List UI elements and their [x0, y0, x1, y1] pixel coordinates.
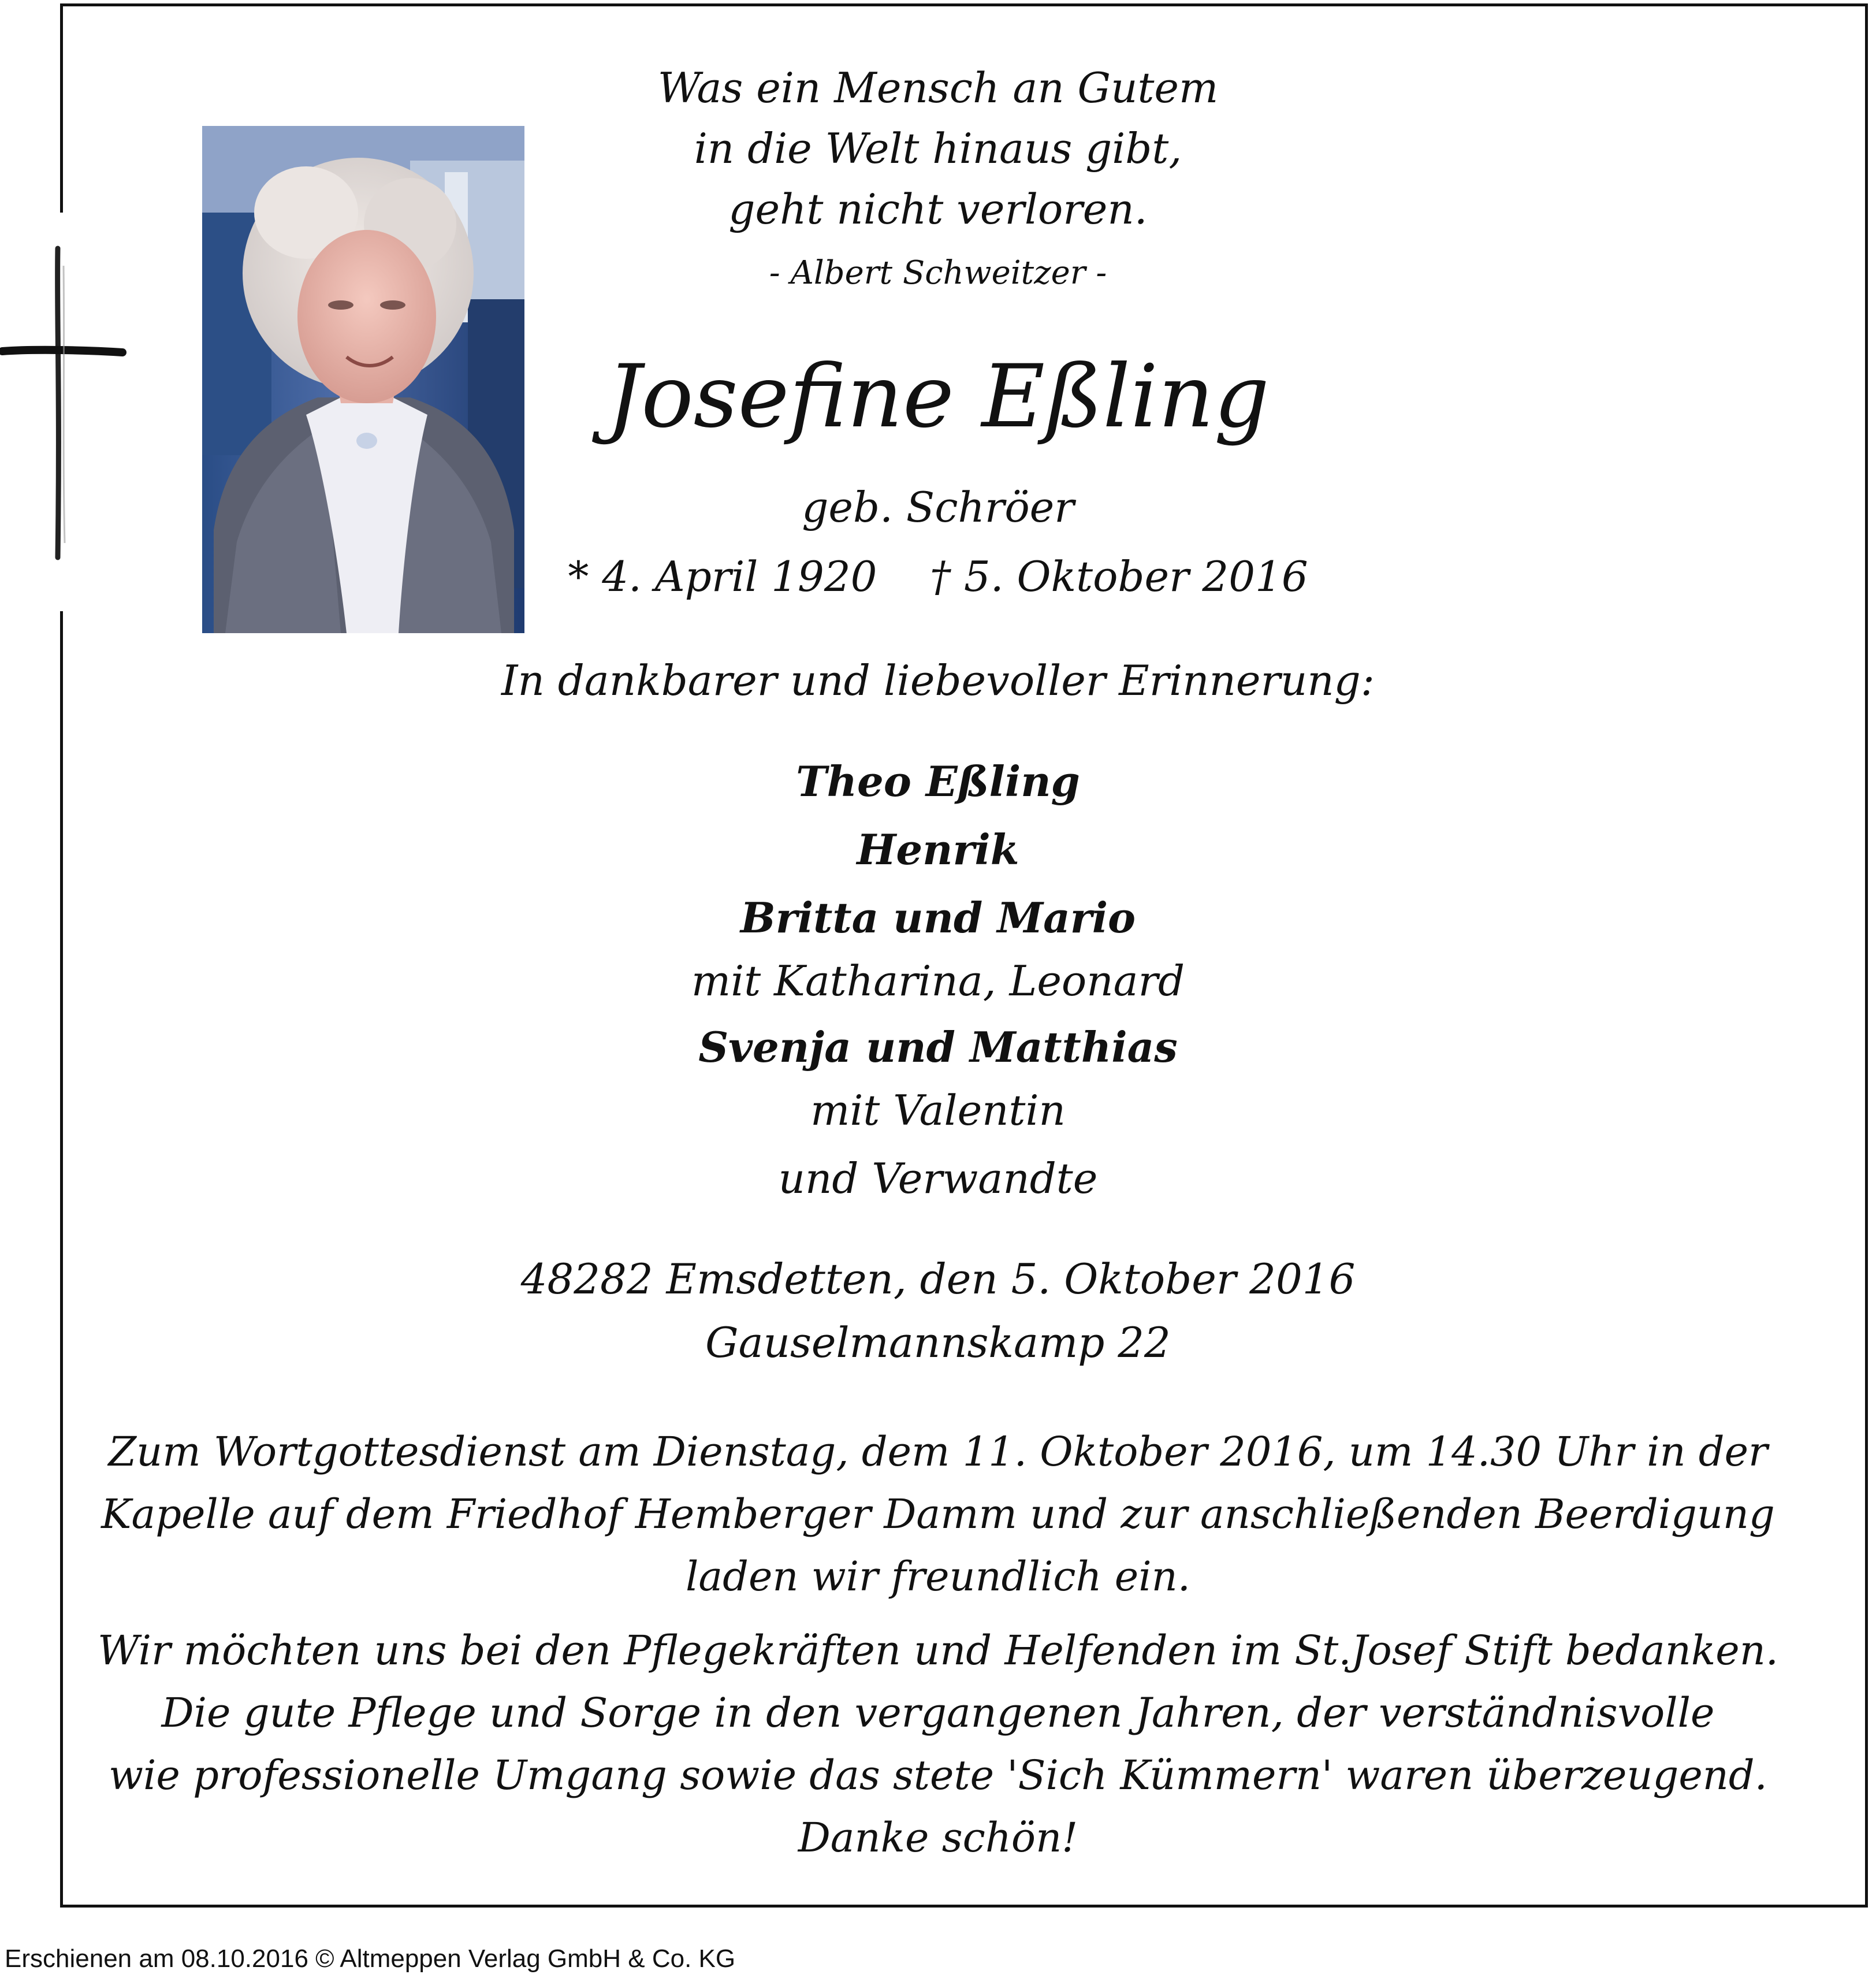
thanks-line-2: Die gute Pflege und Sorge in den vergangenen Jahren, der verständnisvolle	[161, 1689, 1715, 1737]
relatives-line: und Verwandte	[778, 1154, 1098, 1203]
street-address: Gauselmannskamp 22	[705, 1318, 1171, 1367]
remembrance-line: In dankbarer und liebevoller Erinnerung:	[501, 656, 1375, 705]
deceased-name: Josefine Eßling	[606, 347, 1270, 447]
service-line-2: Kapelle auf dem Friedhof Hemberger Damm und zur anschließenden Beerdigung	[101, 1490, 1775, 1538]
quote-line-1: Was ein Mensch an Gutem	[657, 64, 1219, 112]
mourner-3: Britta und Mario	[740, 893, 1136, 942]
quote-line-3: geht nicht verloren.	[728, 185, 1148, 233]
quote-author: - Albert Schweitzer -	[769, 254, 1107, 292]
mourner-2: Henrik	[857, 825, 1019, 874]
mourner-3-children: mit Katharina, Leonard	[691, 957, 1185, 1005]
thanks-line-3: wie professionelle Umgang sowie das stete 'Sich Kümmern' waren überzeugend.	[109, 1752, 1767, 1799]
thanks-line-4: Danke schön!	[798, 1814, 1078, 1861]
mourner-4-children: mit Valentin	[810, 1086, 1066, 1135]
birth-name: geb. Schröer	[802, 483, 1074, 531]
mourner-1: Theo Eßling	[796, 757, 1080, 806]
service-line-1: Zum Wortgottesdienst am Dienstag, dem 11. Oktober 2016, um 14.30 Uhr in der	[108, 1428, 1768, 1475]
life-dates: * 4. April 1920 † 5. Oktober 2016	[568, 552, 1308, 601]
publication-footer: Erschienen am 08.10.2016 © Altmeppen Verlag GmbH & Co. KG	[5, 1944, 736, 1973]
service-line-3: laden wir freundlich ein.	[686, 1553, 1190, 1600]
quote-line-2: in die Welt hinaus gibt,	[694, 124, 1182, 173]
thanks-line-1: Wir möchten uns bei den Pflegekräften und Helfenden im St.Josef Stift bedanken.	[97, 1627, 1779, 1674]
place-and-date: 48282 Emsdetten, den 5. Oktober 2016	[520, 1255, 1356, 1303]
mourner-4: Svenja und Matthias	[698, 1023, 1178, 1072]
